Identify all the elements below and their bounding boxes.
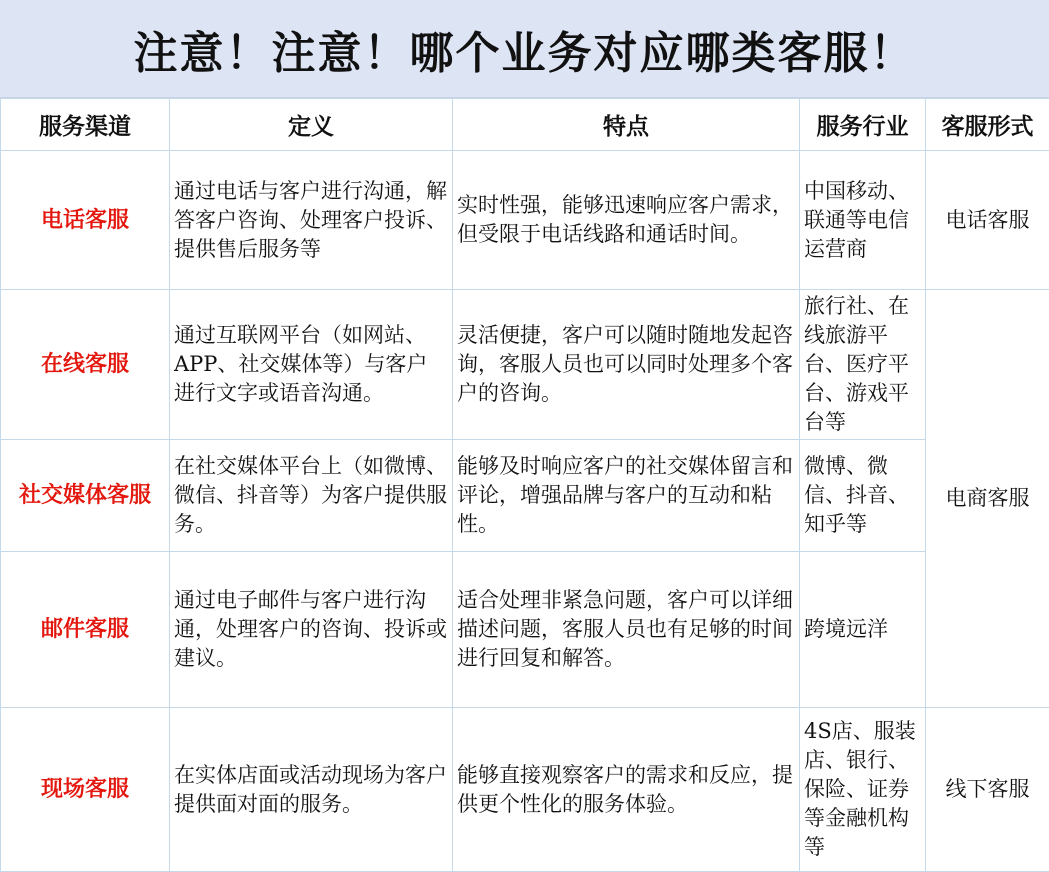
header-row xyxy=(1,99,1049,151)
industry-cell: 4S店、服装店、银行、保险、证券等金融机构等 xyxy=(800,708,926,872)
features-cell: 实时性强，能够迅速响应客户需求，但受限于电话线路和通话时间。 xyxy=(453,151,800,290)
features-cell: 能够直接观察客户的需求和反应，提供更个性化的服务体验。 xyxy=(453,708,800,872)
column-header-channel: 服务渠道 xyxy=(1,99,170,151)
features-cell: 能够及时响应客户的社交媒体留言和评论，增强品牌与客户的互动和粘性。 xyxy=(453,440,800,552)
form-cell-merged: 电商客服 xyxy=(926,290,1049,708)
table-row xyxy=(1,151,1049,290)
table-row xyxy=(1,440,1049,552)
table-row xyxy=(1,290,1049,440)
column-header-definition: 定义 xyxy=(170,99,453,151)
channel-cell: 在线客服 xyxy=(1,290,170,440)
channel-cell: 电话客服 xyxy=(1,151,170,290)
industry-cell: 跨境远洋 xyxy=(800,552,926,708)
table-row xyxy=(1,552,1049,708)
page-title: 注意！注意！哪个业务对应哪类客服！ xyxy=(134,17,916,81)
channel-cell: 社交媒体客服 xyxy=(1,440,170,552)
industry-cell: 中国移动、联通等电信运营商 xyxy=(800,151,926,290)
table-row xyxy=(1,708,1049,872)
customer-service-table xyxy=(0,98,1049,872)
column-header-features: 特点 xyxy=(453,99,800,151)
definition-cell: 通过电话与客户进行沟通，解答客户咨询、处理客户投诉、提供售后服务等 xyxy=(170,151,453,290)
definition-cell: 通过互联网平台（如网站、APP、社交媒体等）与客户进行文字或语音沟通。 xyxy=(170,290,453,440)
form-cell: 线下客服 xyxy=(926,708,1049,872)
column-header-industry: 服务行业 xyxy=(800,99,926,151)
channel-cell: 邮件客服 xyxy=(1,552,170,708)
definition-cell: 在实体店面或活动现场为客户提供面对面的服务。 xyxy=(170,708,453,872)
features-cell: 适合处理非紧急问题，客户可以详细描述问题，客服人员也有足够的时间进行回复和解答。 xyxy=(453,552,800,708)
title-banner xyxy=(0,0,1049,98)
definition-cell: 在社交媒体平台上（如微博、微信、抖音等）为客户提供服务。 xyxy=(170,440,453,552)
channel-cell: 现场客服 xyxy=(1,708,170,872)
column-header-form: 客服形式 xyxy=(926,99,1049,151)
definition-cell: 通过电子邮件与客户进行沟通，处理客户的咨询、投诉或建议。 xyxy=(170,552,453,708)
features-cell: 灵活便捷，客户可以随时随地发起咨询，客服人员也可以同时处理多个客户的咨询。 xyxy=(453,290,800,440)
form-cell: 电话客服 xyxy=(926,151,1049,290)
industry-cell: 旅行社、在线旅游平台、医疗平台、游戏平台等 xyxy=(800,290,926,440)
industry-cell: 微博、微信、抖音、知乎等 xyxy=(800,440,926,552)
